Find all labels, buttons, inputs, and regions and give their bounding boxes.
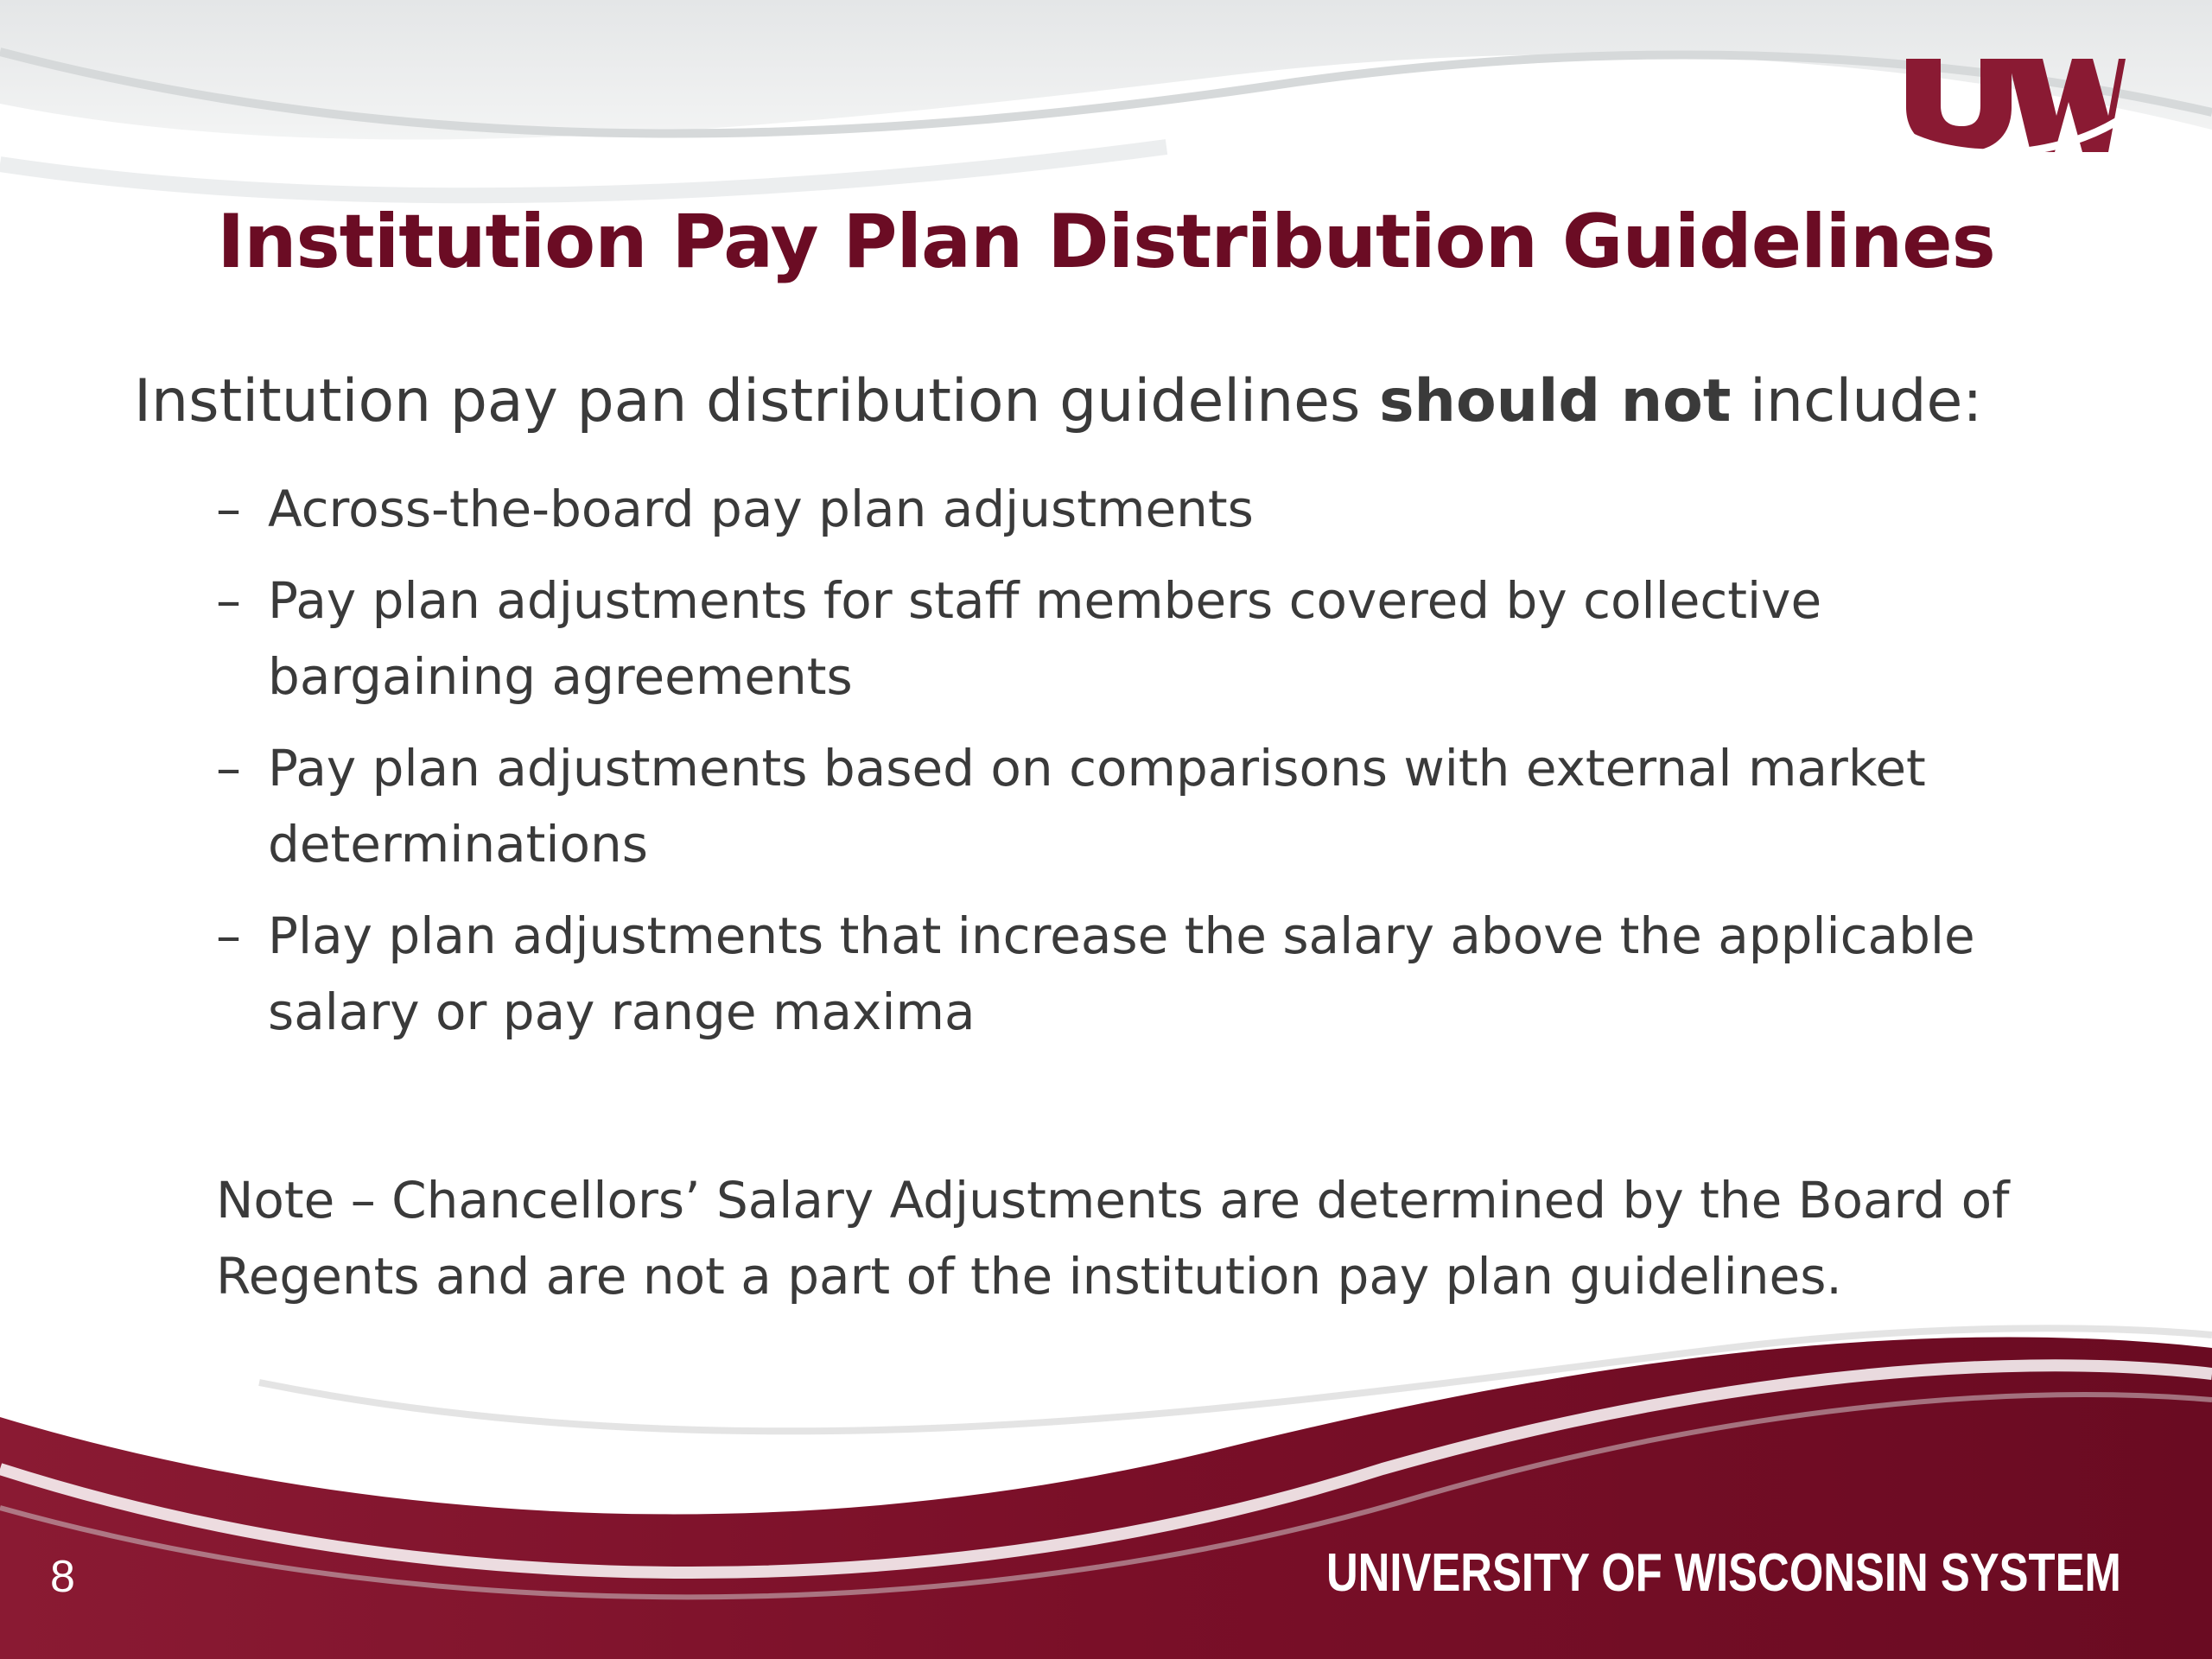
note-text: Note – Chancellors’ Salary Adjustments are determined by the Board of Regents and are not a part of the institution pay plan guidelines.	[216, 1171, 2010, 1306]
bullet-item	[216, 730, 2074, 882]
uw-logo	[1901, 52, 2126, 168]
dash-marker: –	[216, 739, 241, 798]
intro-emphasis: should not	[1379, 367, 1732, 435]
bullet-text: Pay plan adjustments based on comparisons with external market determinations	[268, 739, 1926, 874]
bullet-item	[216, 471, 2074, 547]
slide-title: Institution Pay Plan Distribution Guidelines	[217, 199, 1995, 285]
dash-marker: –	[216, 571, 241, 630]
footer-brand: UNIVERSITY OF WISCONSIN SYSTEM	[1326, 1543, 2121, 1603]
bullet-item	[216, 563, 2074, 715]
footer-band	[0, 1337, 2212, 1659]
intro-line	[134, 367, 2121, 435]
bullet-list	[216, 471, 2074, 1065]
bullet-text: Pay plan adjustments for staff members covered by collective bargaining agreements	[268, 571, 1822, 706]
bullet-text: Play plan adjustments that increase the salary above the applicable salary or pay range maxima	[268, 906, 1975, 1041]
bullet-text: Across-the-board pay plan adjustments	[268, 480, 1254, 538]
dash-marker: –	[216, 906, 241, 965]
dash-marker: –	[216, 480, 241, 538]
bullet-item	[216, 898, 2074, 1050]
page-number: 8	[50, 1552, 75, 1602]
intro-text-before: Institution pay pan distribution guidelines	[134, 367, 1380, 435]
intro-text-after: include:	[1731, 367, 1983, 435]
